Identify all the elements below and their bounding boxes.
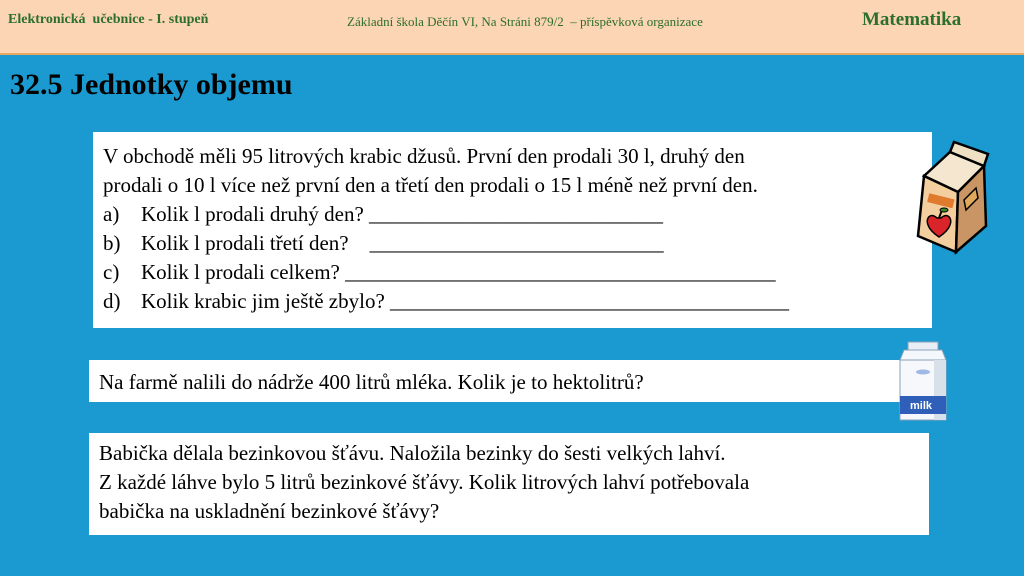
milk-carton-icon (898, 338, 952, 422)
question-text: Kolik l prodali celkem? _________________________________________ (141, 260, 776, 284)
header-subject: Matematika (862, 9, 962, 30)
question-b (103, 229, 932, 258)
task-milk-box (89, 360, 916, 402)
question-a (103, 200, 932, 229)
task-juice-box (93, 132, 932, 328)
juice-carton-icon (910, 140, 990, 260)
header-school-name: Základní škola Děčín VI, Na Stráni 879/2 – příspěvková organizace (347, 14, 703, 29)
task-juice-intro-line: prodali o 10 l více než první den a třetí den prodali o 15 l méně než první den. (103, 173, 758, 197)
header-bar (0, 0, 1024, 55)
question-text: Kolik krabic jim ještě zbylo? ______________________________________ (141, 289, 790, 313)
question-label: b) (103, 231, 121, 255)
task-elderberry-line: Z každé láhve bylo 5 litrů bezinkové šťávy. Kolik litrových lahví potřebovala (99, 470, 750, 494)
task-elderberry-line: Babička dělala bezinkovou šťávu. Naložila bezinky do šesti velkých lahví. (99, 441, 726, 465)
task-milk-text: Na farmě nalili do nádrže 400 litrů mléka. Kolik je to hektolitrů? (99, 370, 644, 394)
question-label: a) (103, 202, 120, 226)
question-d (103, 287, 932, 316)
question-text: Kolik l prodali druhý den? ____________________________ (141, 202, 664, 226)
question-c (103, 258, 932, 287)
question-text: Kolik l prodali třetí den? ____________________________ (141, 231, 664, 255)
question-label: d) (103, 289, 121, 313)
task-juice-intro-line: V obchodě měli 95 litrových krabic džusů. První den prodali 30 l, druhý den (103, 144, 745, 168)
question-label: c) (103, 260, 120, 284)
page-title: 32.5 Jednotky objemu (10, 68, 293, 101)
header-textbook-label: Elektronická učebnice - I. stupeň (8, 12, 209, 27)
milk-label: milk (910, 400, 933, 412)
task-elderberry-box (89, 433, 929, 535)
task-elderberry-line: babička na uskladnění bezinkové šťávy? (99, 499, 440, 523)
